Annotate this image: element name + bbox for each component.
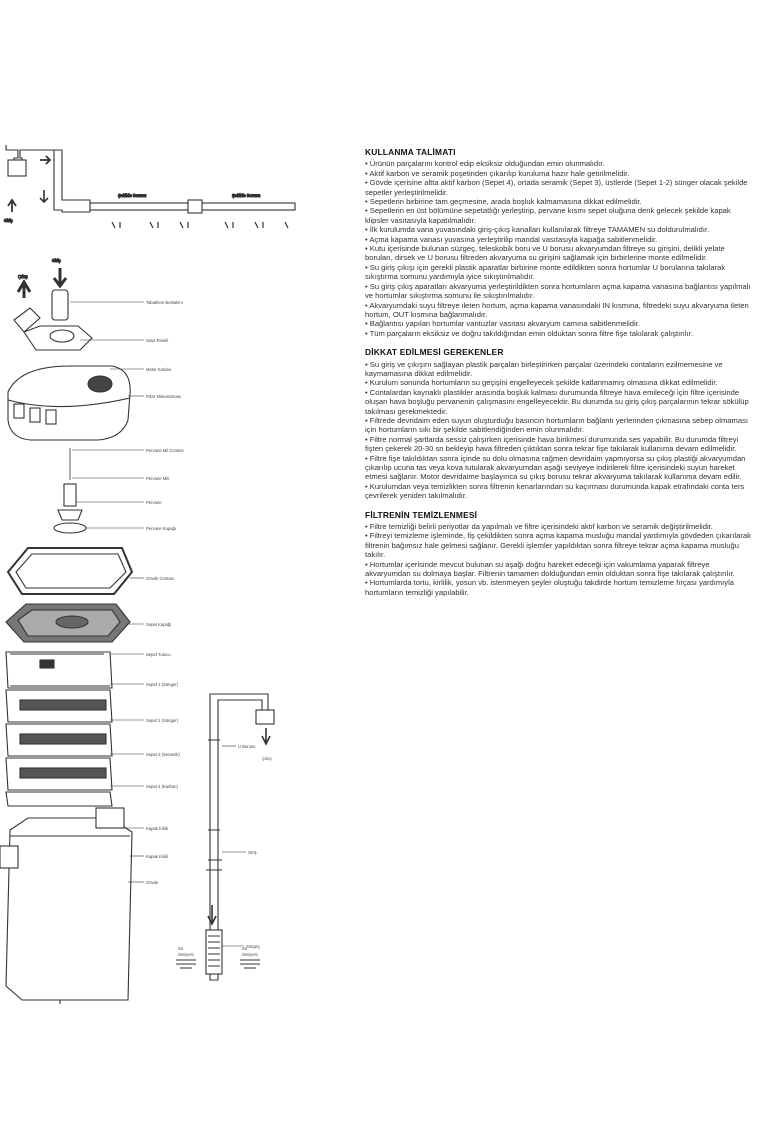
instruction-item: • Sepetlerin en üst bölümüne sepetatlığı yerleştirip, pervane kısmı sepet oluğuna denk gelecek şekilde kapak klipsler vasıtasıyla kapatılmalıdır. xyxy=(365,206,731,225)
instruction-item: • İlk kurulumda vana yuvasındaki giriş-çıkış kanalları kullanılarak filtreye TAMAMEN su doldurulmalıdır. xyxy=(365,225,710,235)
caution-item: • Filtre fişe takıldıktan sonra içinde su dolu olmasına rağmen devridaim yapmıyorsa su çıkış plastiği akvaryumdan çıkarılıp ucuna tas veya kova tutularak akvaryumdan aşağı seviyeye indirilerek filtre içerisindeki suyun hareket etmesi sağlanır. Motor devridaime başlayınca su çıkış borusu tekrar akvaryuma takılarak kullanıma devam edilir. xyxy=(365,453,746,482)
part-label-5: Pervane Mil Contası xyxy=(146,448,184,453)
tube-label-cikis: Çıkış xyxy=(262,756,272,761)
part-label-13: Sepet 2 (Sünger) xyxy=(146,718,178,723)
section-usage xyxy=(365,148,753,338)
instruction-item: • Sepetlerin birbirine tam geçmesine, arada boşluk kalmamasına dikkat edilmelidir. xyxy=(365,197,642,207)
part-label-18: Gövde xyxy=(146,880,159,885)
exploded-parts-diagram xyxy=(0,0,360,1140)
part-label-6: Pervane Mili xyxy=(146,476,170,481)
spray-bar-label-right: Şekilde Borusu xyxy=(232,193,261,198)
part-label-7: Pervane xyxy=(146,500,162,505)
part-label-14: Sepet 3 (Seramik) xyxy=(146,752,180,757)
caution-item: • Kurulumdan veya temizlikten sonra filtrenin kenarlarından su kaçırması durumunda kapak etrafındaki conta ters çevrilerek yeniden takılmalıdır. xyxy=(365,481,745,501)
caution-item: • Filtrede devridaim eden suyun oluşturduğu basıncın hortumların bağlantı yerlerinden çıkmasına sebep olmaması için hortumların sıkı bir şekilde sabitlendiğinden emin olunmalıdır. xyxy=(365,415,748,435)
instruction-item: • Kutu içerisinde bulunan süzgeç, teleskobik boru ve U borusu akvaryumdan filtreye su girişini, delikli yelate boruları, dirsek ve U borusu filtreden akvaryuma su girişini sağlamak için birbirlerine monte edilmelidir. xyxy=(365,244,725,263)
giris-label-valve: Giriş xyxy=(52,258,61,263)
baskets xyxy=(6,652,112,806)
part-label-16: Kapak Kilidi xyxy=(146,826,168,831)
cleaning-item: • Filtre temizliği belirli periyotlar da yapılmalı ve filtre içerisindeki aktif karbon ve seramik değiştirilmelidir. xyxy=(365,522,713,532)
cleaning-item: • Filtreyi temizleme işleminde, fiş çekildikten sonra açma kapama musluğu mandal yardımıyla gövdeden çıkarılarak filtrenin bağımsız hale gelmesi sağlanır. Gerekli işlemler yapıldıktan sonra filtreye tekrar açma kapama musluğu takılır. xyxy=(365,531,751,560)
instruction-item: • Su giriş çıkışı için gerekli plastik aparatlar birbirine monte edildikten sonra hortumlar U borularına takılarak sıkıştırma somunu yardımıyla iyice sıkıştırılmalıdır. xyxy=(365,262,726,282)
section-title: KULLANMA TALİMATI xyxy=(365,147,456,157)
tube-label-giris: Giriş xyxy=(248,850,257,855)
part-label-9: Gövde Contası xyxy=(146,576,174,581)
cikis-label: Çıkış xyxy=(18,274,28,279)
impeller-parts xyxy=(54,448,86,533)
motor-head xyxy=(8,366,130,440)
instruction-item: • Tüm parçaların eksiksiz ve doğru takıldığından emin olduktan sonra filtre fişe takılarak çalıştırılır. xyxy=(365,328,693,338)
caution-item: • Kurulum sonunda hortumların su geçişini engelleyecek şekilde katlanmamış olmasına dikkat edilmelidir. xyxy=(365,378,718,388)
instruction-item: • Su giriş çıkış aparatları akvaryuma yerleştirildikten sonra hortumların açma kapama vanasına bağlantısı yapılmalı ve hortumlar sıkıştırma somunu ile sıkıştırılmalıdır. xyxy=(365,281,751,301)
water-level-right-1: Su xyxy=(242,946,248,951)
canister-body xyxy=(0,808,132,1004)
part-label-10: Sepet Kapağı xyxy=(146,622,172,627)
caution-item: • Filtre normal şartlarda sessiz çalışırken içerisinde hava birikmesi durumunda ses yapabilir. Bu durumda filtreyi fişten çekerek 20-30 sn bekleyip hava filtreden çıktıktan sonra tekrar fişe takılarak kullanıma devam edilmelidir. xyxy=(365,434,739,454)
cleaning-item: • Hortumlarda tortu, kirlilik, yosun vb. istenmeyen şeyler oluştuğu takdirde hortum temizleme fırçası yardımıyla hortumların temizliği yapılabilir. xyxy=(365,578,734,597)
part-label-15: Sepet 4 (Karbon) xyxy=(146,784,178,789)
spray-bar-assembly xyxy=(6,145,295,228)
part-label-17: Kapak Kilidi xyxy=(146,854,168,859)
caution-item: • Contalardan kaynaklı plastikler arasında boşluk kalması durumunda filtreye hava emileceği için filtre içerisinde oluşan hava boşluğu pervanenin çalışmasını engelleyecektir. Bu durumda su giriş çıkış parçalarının tekrar sökülüp takılması gerekmektedir. xyxy=(365,387,749,416)
intake-tube-assembly xyxy=(206,694,274,980)
water-level-right-2: Seviyesi xyxy=(242,952,258,957)
instruction-item: • Akvaryumdaki suyu filtreye ileten hortum, açma kapama vanasındaki IN kısmına, filtredeki suyu akvaryuma ileten hortum, OUT kısmına bağlanmalıdır. xyxy=(365,300,749,319)
water-level-left-2: Seviyesi xyxy=(178,952,194,957)
part-label-1: Tabakhne Bostalımı xyxy=(146,300,183,305)
valve-assembly xyxy=(14,268,92,350)
giris-label-top: Giriş xyxy=(4,218,13,223)
instruction-item: • Gövde içerisine altta aktif karbon (Sepet 4), ortada seramik (Sepet 3), üstlerde (Sepet 1-2) sünger olacak şekilde sepetler yerleştirilmelidir. xyxy=(365,178,748,197)
tube-label-suzgec: Süzgeç xyxy=(246,944,260,949)
part-label-12: Sepet 1 (Sünger) xyxy=(146,682,178,687)
section-title: DİKKAT EDİLMESİ GEREKENLER xyxy=(365,347,504,358)
instruction-item: • Açma kapama vanası yuvasına yerleştirilip mandal vasıtasıyla kapağa sabitlenmelidir. xyxy=(365,234,658,244)
part-label-8: Pervane Kapağı xyxy=(146,526,177,531)
caution-item: • Su giriş ve çıkışını sağlayan plastik parçaları birleştirirken parçalar üzerindeki contaların ezilmemesine ve kaymamasına dikkat edilmelidir. xyxy=(365,359,723,378)
section-cautions xyxy=(365,348,753,501)
water-level-left-1: Su xyxy=(178,946,184,951)
basket-lid xyxy=(6,604,130,642)
part-label-11: Sepet Tutucu xyxy=(146,652,171,657)
part-label-2: Vana Paneli xyxy=(146,338,169,343)
part-label-4: Filtre Mekanizması xyxy=(146,394,182,399)
instruction-item: • Aktif karbon ve seramik poşetinden çıkarılıp kuruluma hazır hale getirilmelidir. xyxy=(365,168,630,178)
section-title: FİLTRENİN TEMİZLENMESİ xyxy=(365,509,478,520)
instruction-item: • Bağlantısı yapılan hortumlar vantuzlar vasıtası akvaryum camına sabitlenmelidir. xyxy=(365,319,640,329)
part-label-3: Motor Kutubu xyxy=(146,367,172,372)
cleaning-item: • Hortumlar içerisinde mevcut bulunan su aşağı doğru hareket edeceği için vakumlama yaparak filtreye akvaryumdan su dolmaya başlar. Filtrenin tamamen dolduğundan emin olduktan sonra fişe takılarak çalıştırılır. xyxy=(365,559,735,579)
gasket-ring xyxy=(8,548,132,594)
instruction-item: • Ürünün parçalarını kontrol edip eksiksiz olduğundan emin olunmalıdır. xyxy=(365,159,605,169)
spray-bar-label-left: Şekilde Borusu xyxy=(118,193,147,198)
section-cleaning xyxy=(365,511,753,598)
tube-label-u-borusu: U Borusu xyxy=(238,744,256,749)
instructions-column xyxy=(365,148,753,607)
